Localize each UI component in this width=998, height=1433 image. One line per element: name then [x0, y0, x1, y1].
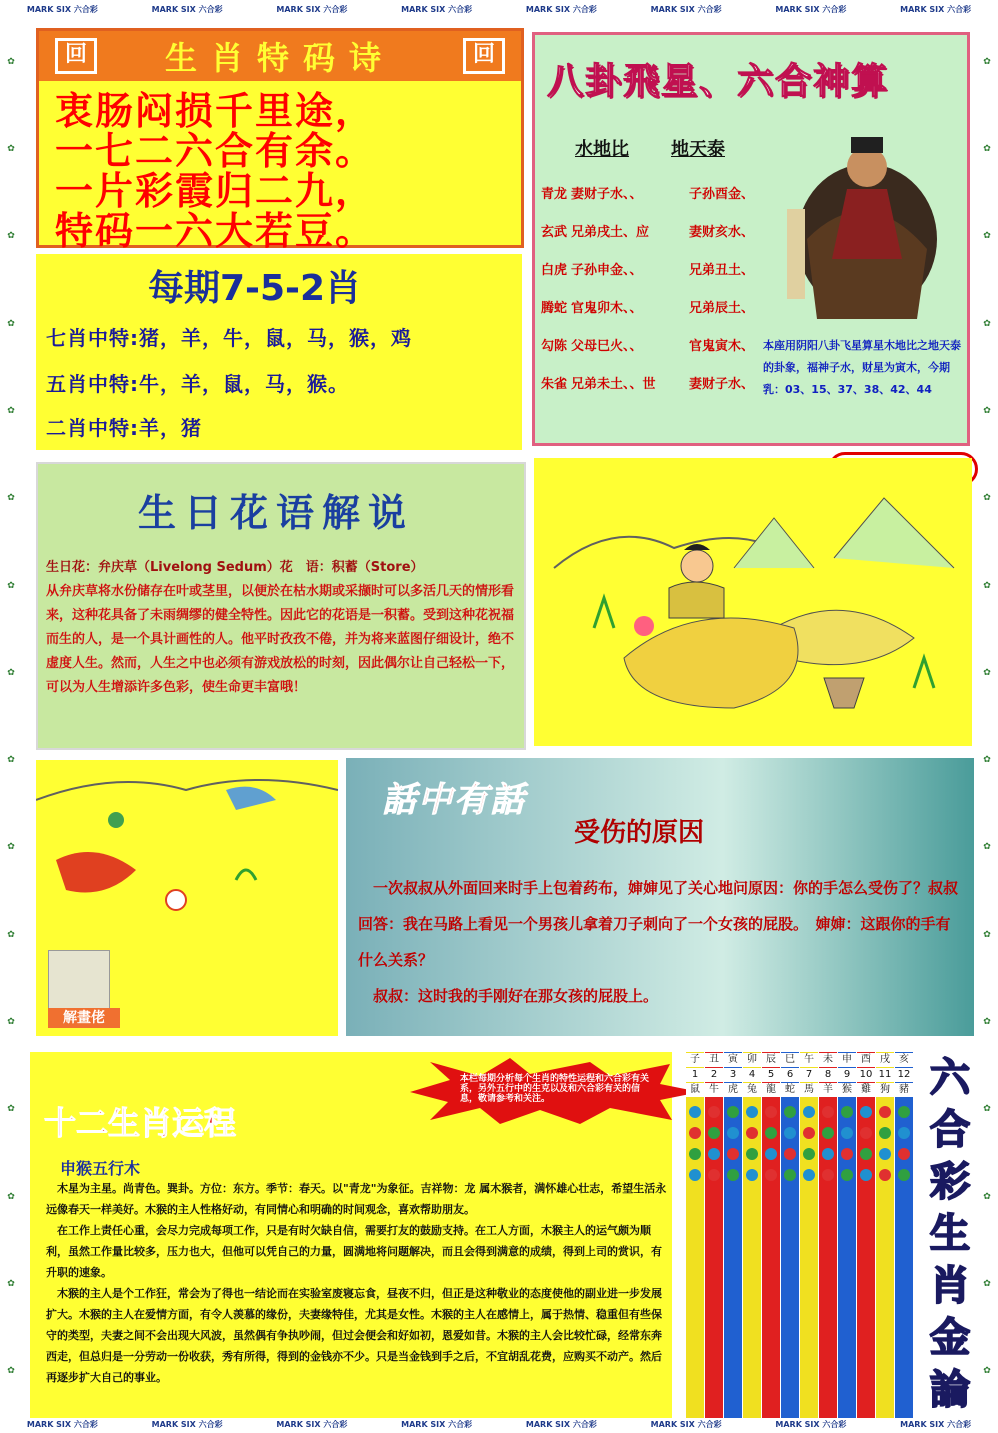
five-zodiac-pick: 五肖中特:牛，羊，鼠，马，猴。: [46, 372, 349, 396]
table-column: [800, 1052, 818, 1418]
two-zodiac-pick: 二肖中特:羊，猪: [46, 416, 202, 440]
number-ball: [746, 1106, 758, 1118]
poem-header: [39, 31, 521, 81]
number-ball: [860, 1106, 872, 1118]
table-branche-cell: 未: [819, 1053, 837, 1067]
birthday-flower-panel: [36, 462, 526, 750]
table-animal-cell: 虎: [724, 1083, 742, 1097]
bagua-row: 玄武 兄弟戌土、应 妻财亥水、: [541, 225, 755, 240]
table-number-cell: 2: [705, 1068, 723, 1082]
landscape-drawing: [534, 458, 972, 746]
hexagram-right: 地天泰: [671, 139, 725, 160]
zodiac-paragraph: 木星为主星。尚青色。巽卦。方位：东方。季节：春天。以"青龙"为象征。吉祥物：龙 属木猴者，满怀雄心壮志，希望生活永远像春天一样美好。木猴的主人性格好动，有同情心和明确的时间观念，喜欢帮助朋友。: [46, 1182, 667, 1216]
table-animal-cell: 蛇: [781, 1083, 799, 1097]
table-branche-cell: 卯: [743, 1053, 761, 1067]
joke-heading: 話中有話: [382, 780, 526, 820]
number-ball: [765, 1169, 777, 1181]
number-ball: [822, 1169, 834, 1181]
table-column: [781, 1052, 799, 1418]
right-border: ✿ ✿ ✿ ✿ ✿ ✿ ✿ ✿ ✿ ✿ ✿ ✿ ✿ ✿ ✿ ✿: [976, 18, 998, 1415]
number-ball: [727, 1148, 739, 1160]
table-number-cell: 12: [895, 1068, 913, 1082]
number-ball: [860, 1169, 872, 1181]
number-ball: [860, 1127, 872, 1139]
number-ball: [708, 1169, 720, 1181]
flower-body: [46, 556, 520, 700]
number-ball: [822, 1127, 834, 1139]
table-column: [762, 1052, 780, 1418]
number-ball: [898, 1148, 910, 1160]
riddle-illustration-1: [534, 458, 972, 746]
number-ball: [765, 1106, 777, 1118]
zodiac-title: 十二生肖运程: [44, 1104, 237, 1142]
joke-panel: [346, 758, 974, 1036]
poem-title: 生肖特码诗: [164, 39, 395, 77]
top-border: MARK SIX 六合彩 MARK SIX 六合彩 MARK SIX 六合彩 MARK SIX 六合彩 MARK SIX 六合彩 MARK SIX 六合彩 MARK SIX 六合彩 MARK SIX 六合彩: [0, 0, 998, 18]
table-number-cell: 6: [781, 1068, 799, 1082]
number-ball: [898, 1169, 910, 1181]
bagua-row: 青龙 妻财子水、、 子孙酉金、: [541, 187, 755, 202]
number-ball: [860, 1148, 872, 1160]
bagua-note: 本座用阴阳八卦飞星算星木地比之地天泰的卦象，福神子水，财星为寅木，今期乳：03、15、37、38、42、44: [763, 339, 961, 396]
number-ball: [822, 1148, 834, 1160]
number-ball: [727, 1106, 739, 1118]
number-ball: [746, 1148, 758, 1160]
table-animal-cell: 龍: [762, 1083, 780, 1097]
table-column: [819, 1052, 837, 1418]
number-ball: [784, 1148, 796, 1160]
number-ball: [841, 1127, 853, 1139]
table-column: [895, 1052, 913, 1418]
number-ball: [765, 1127, 777, 1139]
table-animal-cell: 羊: [819, 1083, 837, 1097]
table-animal-cell: 雞: [857, 1083, 875, 1097]
bagua-rows: [541, 183, 754, 411]
number-ball: [689, 1148, 701, 1160]
table-column: [876, 1052, 894, 1418]
number-ball: [841, 1106, 853, 1118]
number-ball: [708, 1127, 720, 1139]
flower-header: 生日花：弁庆草（Livelong Sedum）花 语：积蓄（Store）: [46, 560, 424, 575]
table-branche-cell: 丑: [705, 1053, 723, 1067]
table-column: [857, 1052, 875, 1418]
zodiac-body: [46, 1178, 670, 1388]
number-ball: [803, 1106, 815, 1118]
poem-line: 衷肠闷损千里途，: [55, 88, 376, 133]
number-ball: [879, 1169, 891, 1181]
joke-title: 受伤的原因: [574, 818, 705, 848]
table-branche-cell: 辰: [762, 1053, 780, 1067]
starburst-text: 本栏每期分析每个生肖的特性运程和六合彩有关系，另外五行中的生克以及和六合彩有关的信息，敬请参考和关注。: [460, 1074, 650, 1104]
table-number-cell: 10: [857, 1068, 875, 1082]
table-number-cell: 1: [686, 1068, 704, 1082]
number-ball: [879, 1127, 891, 1139]
sage-illustration: [767, 119, 947, 319]
number-ball: [841, 1169, 853, 1181]
bagua-panel: [532, 32, 970, 446]
bagua-row: 白虎 子孙申金、、 兄弟丑土、: [541, 263, 755, 278]
table-column: [743, 1052, 761, 1418]
golden-theory-title: 六 合 彩 生 肖 金 論: [930, 1055, 970, 1413]
number-ball: [765, 1148, 777, 1160]
table-branche-cell: 寅: [724, 1053, 742, 1067]
bottom-border: MARK SIX 六合彩 MARK SIX 六合彩 MARK SIX 六合彩 MARK SIX 六合彩 MARK SIX 六合彩 MARK SIX 六合彩 MARK SIX 六合彩 MARK SIX 六合彩: [0, 1415, 998, 1433]
number-ball: [727, 1169, 739, 1181]
zodiac-poem-panel: [36, 28, 524, 253]
joke-line: 一次叔叔从外面回来时手上包着药布，婶婶见了关心地问原因：你的手怎么受伤了？叔叔回答：我在马路上看见一个男孩儿拿着刀子刺向了一个女孩的屁股。 婶婶：这跟你的手有什么关系？: [358, 879, 959, 969]
number-ball: [879, 1106, 891, 1118]
table-animal-cell: 兔: [743, 1083, 761, 1097]
field-drawing: [36, 760, 338, 940]
table-column: [686, 1052, 704, 1418]
number-ball: [689, 1106, 701, 1118]
table-branche-cell: 亥: [895, 1053, 913, 1067]
left-border: ✿ ✿ ✿ ✿ ✿ ✿ ✿ ✿ ✿ ✿ ✿ ✿ ✿ ✿ ✿ ✿: [0, 18, 22, 1415]
table-branche-cell: 子: [686, 1053, 704, 1067]
table-branche-cell: 戌: [876, 1053, 894, 1067]
number-ball: [803, 1148, 815, 1160]
number-ball: [841, 1148, 853, 1160]
zodiac-fortune-panel: [30, 1052, 672, 1418]
joke-body: [358, 870, 962, 1014]
zodiac-subtitle: 申猴五行木: [60, 1159, 141, 1178]
poem-line: 特码一六大若豆。: [55, 208, 376, 253]
number-ball: [803, 1169, 815, 1181]
number-ball: [689, 1127, 701, 1139]
bagua-title: 八卦飛星、六合神算: [547, 61, 890, 102]
flower-text: 从弁庆草将水份储存在叶或茎里，以便於在枯水期或采撷时可以多活几天的情形看来，这种花具备了未雨绸缪的健全特性。因此它的花语是一积蓄。受到这种花祝福而生的人，是一个具计画性的人。他平时孜孜不倦，并为将来蓝图仔细设计，绝不虚度人生。然而，人生之中也必须有游戏放松的时刻，因此偶尔让自己轻松一下，可以为人生增添许多色彩，使生命更丰富哦！: [46, 584, 515, 695]
table-animal-cell: 鼠: [686, 1083, 704, 1097]
number-ball: [708, 1148, 720, 1160]
bagua-row: 勾陈 父母巳火、、 官鬼寅木、: [541, 339, 755, 354]
bagua-row: 腾蛇 官鬼卯木、、 兄弟辰土、: [541, 301, 755, 316]
poem-line: 一片彩霞归二九，: [55, 168, 376, 213]
number-ball: [708, 1106, 720, 1118]
flower-title: 生日花语解说: [138, 490, 415, 535]
interpreter-label: 解畫佬: [48, 1008, 120, 1028]
table-animal-cell: 猴: [838, 1083, 856, 1097]
table-branche-cell: 申: [838, 1053, 856, 1067]
table-column: [724, 1052, 742, 1418]
seven-zodiac-pick: 七肖中特:猪，羊，牛，鼠，马，猴，鸡: [46, 326, 412, 350]
number-ball: [879, 1148, 891, 1160]
number-ball: [898, 1127, 910, 1139]
table-animal-cell: 牛: [705, 1083, 723, 1097]
number-ball: [746, 1169, 758, 1181]
zodiac-paragraph: 在工作上责任心重，会尽力完成每项工作，只是有时欠缺自信，需要打友的鼓励支持。在工人方面，木猴主人的运气颇为顺利，虽然工作量比较多，压力也大，但他可以凭自己的力量，圆满地将问题解决，而且会得到满意的成绩，得到上司的赏识，有升职的速象。: [46, 1224, 662, 1279]
poem-lines: [55, 88, 376, 253]
table-number-cell: 8: [819, 1068, 837, 1082]
number-ball: [689, 1169, 701, 1181]
table-number-cell: 9: [838, 1068, 856, 1082]
period-picks-panel: [36, 254, 522, 450]
hexagram-left: 水地比: [575, 139, 629, 160]
frame-glyph-right: 回: [463, 38, 505, 74]
poem-line: 一七二六合有余。: [55, 128, 376, 173]
number-ball: [746, 1127, 758, 1139]
number-ball: [822, 1106, 834, 1118]
period-title: 每期7-5-2肖: [148, 268, 362, 309]
table-number-cell: 11: [876, 1068, 894, 1082]
number-ball: [727, 1127, 739, 1139]
table-column: [705, 1052, 723, 1418]
table-animal-cell: 豬: [895, 1083, 913, 1097]
table-branche-cell: 巳: [781, 1053, 799, 1067]
number-ball: [803, 1127, 815, 1139]
number-ball: [784, 1127, 796, 1139]
riddle-illustration-2: [36, 760, 338, 1036]
table-branche-cell: 午: [800, 1053, 818, 1067]
zodiac-paragraph: 木猴的主人是个工作狂，常会为了得也一结论而在实验室废寝忘食，昼夜不归，但正是这种敬业的态度使他的副业进一步发展扩大。木猴的主人在爱情方面，有令人羡慕的缘份，夫妻缘特佳，尤其是女性。木猴的主人在感情上，属于热情、稳重但有些保守的类型，夫妻之间不会出现大风波，虽然偶有争执吵闹，但过会便会和好如初，恩爱如昔。木猴的主人会比较忙碌，经常东奔西走，但总归是一分劳动一份收获，秀有所得，得到的金钱亦不少。只是当金钱到手之后，不宜胡乱花费，应购买不动产。然后再逐步扩大自己的事业。: [46, 1287, 662, 1384]
table-animal-cell: 馬: [800, 1083, 818, 1097]
table-number-cell: 3: [724, 1068, 742, 1082]
frame-glyph-left: 回: [55, 38, 97, 74]
number-ball: [784, 1106, 796, 1118]
table-column: [838, 1052, 856, 1418]
zodiac-number-table: [682, 1052, 920, 1418]
table-number-cell: 5: [762, 1068, 780, 1082]
table-animal-cell: 狗: [876, 1083, 894, 1097]
bagua-row: 朱雀 兄弟未土、、世 妻财子水、: [541, 377, 755, 392]
table-branche-cell: 酉: [857, 1053, 875, 1067]
joke-line: 叔叔：这时我的手刚好在那女孩的屁股上。: [358, 987, 659, 1005]
number-ball: [784, 1169, 796, 1181]
number-ball: [898, 1106, 910, 1118]
table-number-cell: 7: [800, 1068, 818, 1082]
table-number-cell: 4: [743, 1068, 761, 1082]
